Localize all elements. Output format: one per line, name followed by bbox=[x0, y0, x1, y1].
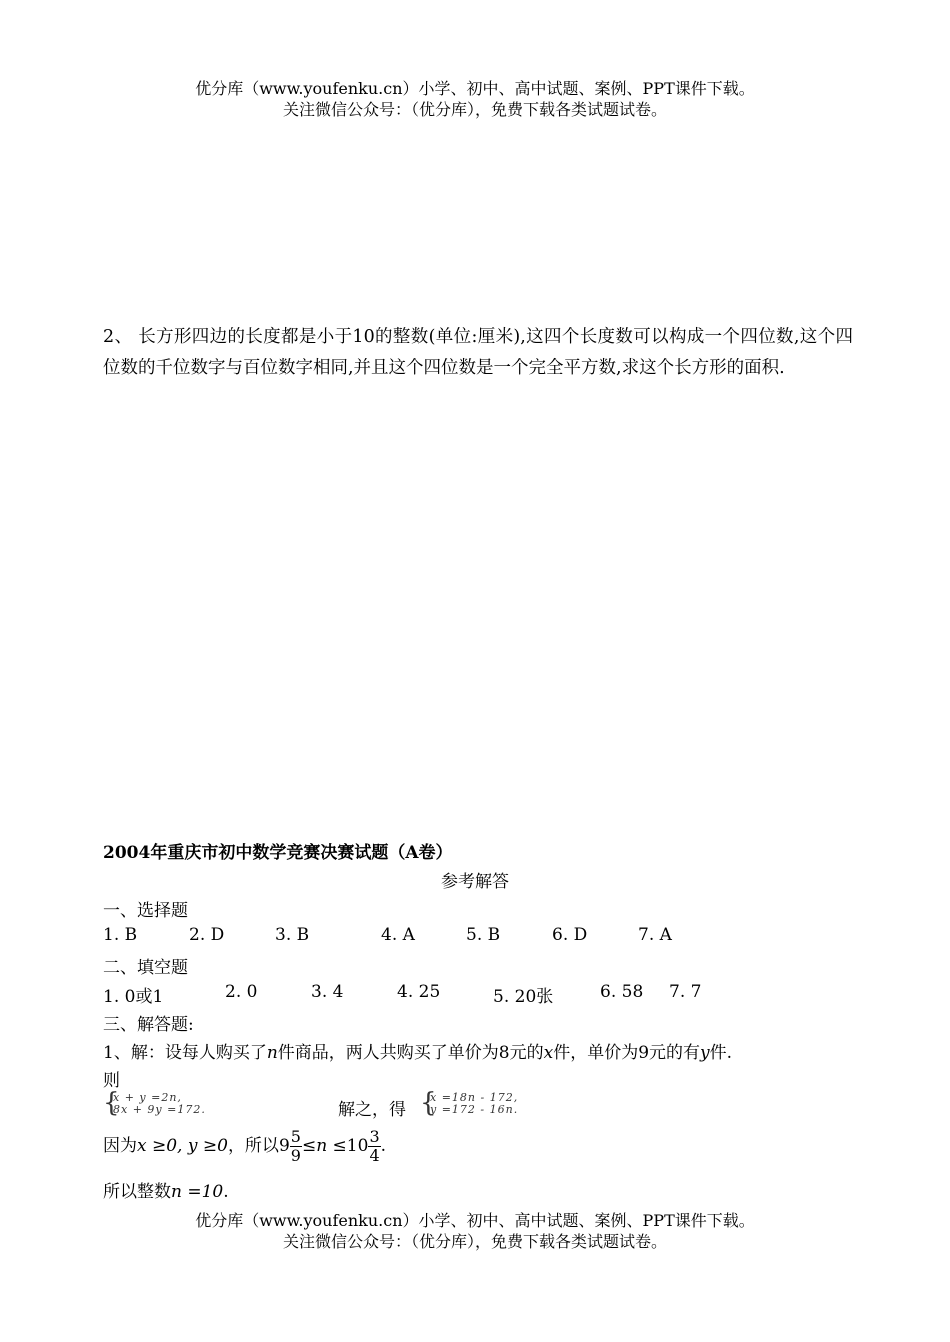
so-text: ，所以 bbox=[227, 1136, 279, 1156]
conclusion-text: 所以整数 bbox=[103, 1182, 171, 1202]
inequality-line bbox=[103, 1124, 386, 1168]
solve-text: 解之，得 bbox=[338, 1100, 406, 1120]
numerator: 3 bbox=[369, 1127, 380, 1146]
solution-text: 1、解：设每人购买了 bbox=[103, 1043, 267, 1063]
fill-answer: 1. 0或1 bbox=[103, 987, 164, 1007]
section-2-heading: 二、填空题 bbox=[103, 958, 188, 978]
choice-answer: 1. B bbox=[103, 925, 138, 945]
fill-answer: 4. 25 bbox=[397, 982, 441, 1002]
choice-answer: 7. A bbox=[638, 925, 672, 945]
mixed-whole: 10 bbox=[346, 1136, 369, 1156]
period: . bbox=[380, 1136, 387, 1156]
inequality-math: ≤n ≤ bbox=[301, 1136, 347, 1156]
fraction-left bbox=[290, 1128, 302, 1165]
solution-1-line bbox=[103, 1038, 732, 1063]
numerator: 5 bbox=[290, 1127, 301, 1146]
fill-answer: 6. 58 bbox=[600, 982, 644, 1002]
header-line-2: 关注微信公众号：（优分库），免费下载各类试题试卷。 bbox=[282, 100, 667, 119]
period: . bbox=[223, 1182, 229, 1202]
brace-icon: { bbox=[103, 1088, 120, 1118]
conclusion-line bbox=[103, 1177, 229, 1202]
section-1-heading: 一、选择题 bbox=[103, 901, 188, 921]
choice-answer: 2. D bbox=[189, 925, 225, 945]
condition-math: x ≥0, y ≥0 bbox=[137, 1136, 228, 1156]
conclusion-math: n =10 bbox=[171, 1182, 224, 1202]
choice-answer: 6. D bbox=[552, 925, 588, 945]
choice-answer: 4. A bbox=[381, 925, 415, 945]
mixed-whole: 9 bbox=[278, 1136, 290, 1156]
fill-answer: 2. 0 bbox=[225, 982, 258, 1002]
var-x: x bbox=[543, 1043, 554, 1063]
answer-subtitle: 参考解答 bbox=[441, 872, 509, 892]
equation-line: x + y =2n, bbox=[113, 1091, 182, 1104]
equation-line: y =172 - 16n. bbox=[430, 1103, 519, 1116]
equation-line: x =18n - 172, bbox=[430, 1091, 519, 1104]
choice-answer: 3. B bbox=[275, 925, 310, 945]
var-y: y bbox=[700, 1043, 710, 1063]
section-3-heading: 三、解答题: bbox=[103, 1015, 194, 1035]
equation-system-2 bbox=[420, 1088, 600, 1118]
denominator: 4 bbox=[369, 1146, 380, 1165]
solution-text: 件. bbox=[709, 1043, 733, 1063]
because-text: 因为 bbox=[103, 1136, 137, 1156]
var-n: n bbox=[266, 1043, 278, 1063]
footer-line-1: 优分库（www.youfenku.cn）小学、初中、高中试题、案例、PPT课件下载。 bbox=[195, 1211, 755, 1230]
header-line-1: 优分库（www.youfenku.cn）小学、初中、高中试题、案例、PPT课件下载。 bbox=[195, 79, 755, 98]
then-text: 则 bbox=[103, 1071, 120, 1091]
footer-line-2: 关注微信公众号：（优分库），免费下载各类试题试卷。 bbox=[282, 1232, 667, 1251]
answer-title: 2004年重庆市初中数学竞赛决赛试题（A卷） bbox=[103, 843, 453, 863]
equation-system-1 bbox=[103, 1088, 263, 1118]
solution-text: 件商品，两人共购买了单价为8元的 bbox=[277, 1043, 544, 1063]
brace-icon: { bbox=[420, 1088, 437, 1118]
fill-answer: 7. 7 bbox=[669, 982, 702, 1002]
denominator: 9 bbox=[290, 1146, 301, 1165]
fraction-right bbox=[368, 1128, 380, 1165]
problem-2-text: 2、 长方形四边的长度都是小于10的整数(单位:厘米),这四个长度数可以构成一个四位数,这个四位数的千位数字与百位数字相同,并且这个四位数是一个完全平方数,求这个长方形的面积. bbox=[103, 327, 853, 378]
choice-answer: 5. B bbox=[466, 925, 501, 945]
equation-line: 8x + 9y =172. bbox=[113, 1103, 206, 1116]
fill-answer: 3. 4 bbox=[311, 982, 344, 1002]
fill-answer: 5. 20张 bbox=[493, 987, 554, 1007]
solution-text: 件，单价为9元的有 bbox=[553, 1043, 701, 1063]
